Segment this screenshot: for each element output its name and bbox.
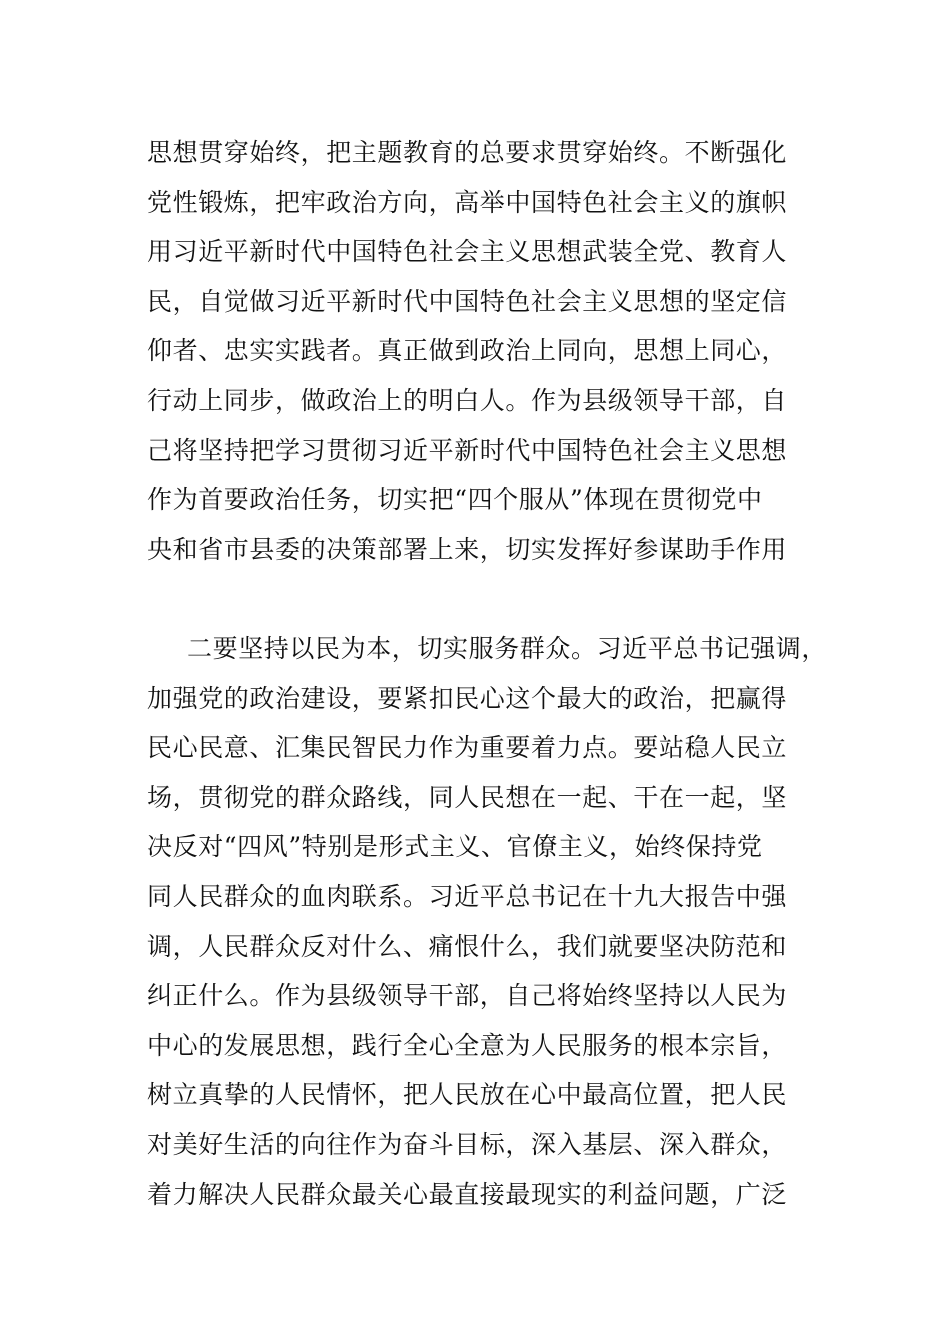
text-line: 行动上同步，做政治上的明白人。作为县级领导干部，自 (147, 385, 788, 415)
text-line: 决反对“四风”特别是形式主义、官僚主义，始终保持党 (147, 832, 763, 862)
paragraph-serve-the-people (147, 624, 837, 1219)
text-line: 着力解决人民群众最关心最直接最现实的利益问题，广泛 (147, 1179, 788, 1209)
text-line: 加强党的政治建设，要紧扣民心这个最大的政治，把赢得 (147, 683, 788, 713)
text-line: 同人民群众的血肉联系。习近平总书记在十九大报告中强 (147, 881, 788, 911)
paragraph-continued (147, 128, 837, 574)
text-line: 纠正什么。作为县级领导干部，自己将始终坚持以人民为 (147, 981, 788, 1011)
paragraph-first-line: 二要坚持以民为本，切实服务群众。习近平总书记强调， (187, 634, 828, 663)
text-line: 调，人民群众反对什么、痛恨什么，我们就要坚决防范和 (147, 931, 788, 961)
text-line: 央和省市县委的决策部署上来，切实发挥好参谋助手作用 (147, 534, 788, 564)
text-line: 中心的发展思想，践行全心全意为人民服务的根本宗旨， (147, 1030, 788, 1060)
text-line: 作为首要政治任务，切实把“四个服从”体现在贯彻党中 (147, 485, 763, 515)
text-line: 民心民意、汇集民智民力作为重要着力点。要站稳人民立 (147, 733, 788, 763)
text-line: 思想贯穿始终，把主题教育的总要求贯穿始终。不断强化 (147, 138, 788, 167)
text-line: 用习近平新时代中国特色社会主义思想武装全党、教育人 (147, 237, 788, 267)
text-line: 仰者、忠实实践者。真正做到政治上同向，思想上同心， (147, 336, 788, 366)
text-line: 民，自觉做习近平新时代中国特色社会主义思想的坚定信 (147, 286, 788, 316)
text-line: 党性锻炼，把牢政治方向，高举中国特色社会主义的旗帜 (147, 187, 788, 217)
text-line: 己将坚持把学习贯彻习近平新时代中国特色社会主义思想 (147, 435, 788, 465)
text-line: 树立真挚的人民情怀，把人民放在心中最高位置，把人民 (147, 1080, 788, 1110)
text-line: 场，贯彻党的群众路线，同人民想在一起、干在一起，坚 (147, 782, 788, 812)
text-line: 对美好生活的向往作为奋斗目标，深入基层、深入群众， (147, 1129, 788, 1159)
